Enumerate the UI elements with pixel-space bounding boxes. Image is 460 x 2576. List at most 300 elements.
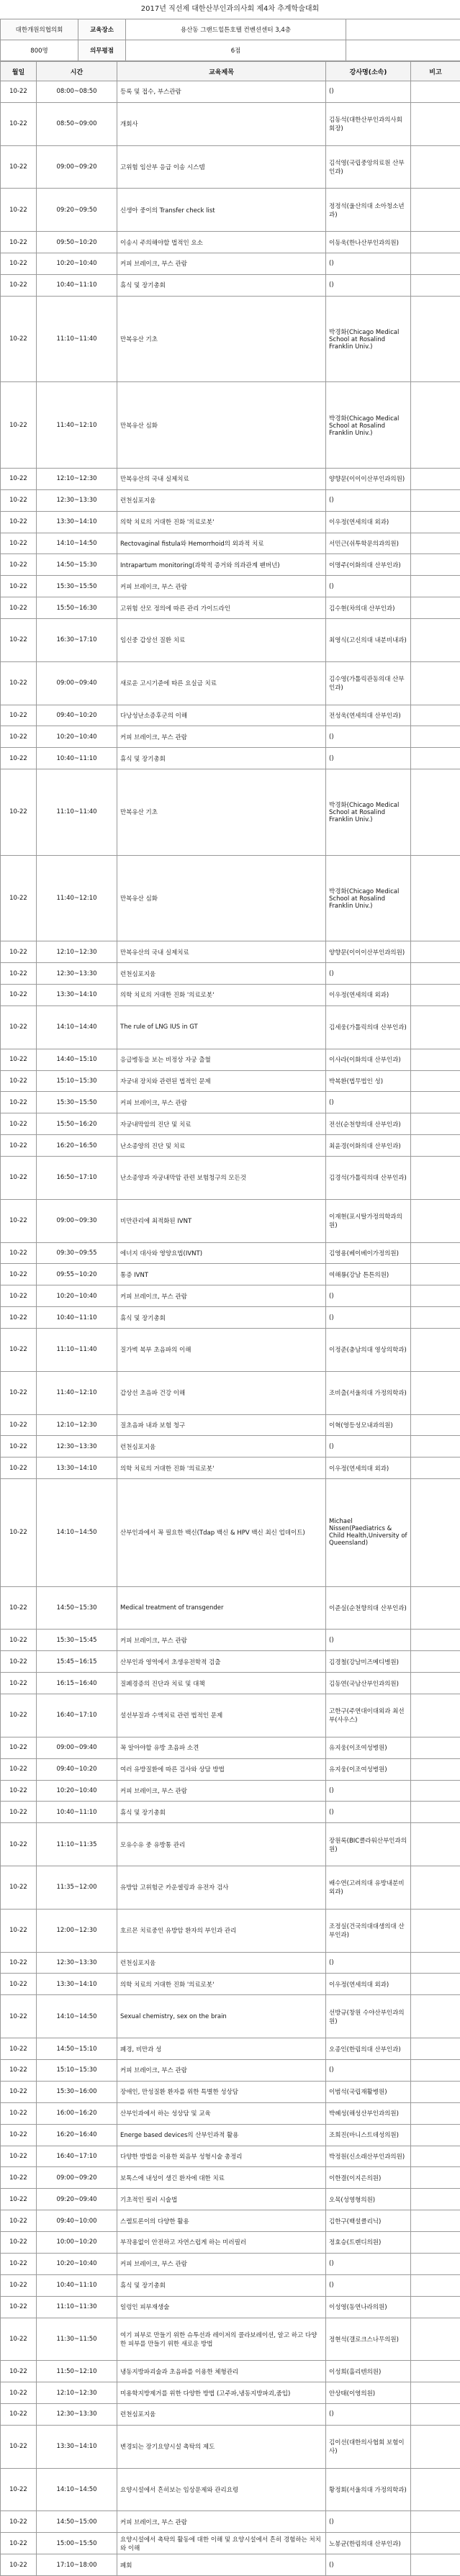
row-remark	[411, 855, 460, 941]
row-time: 09:00~09:20	[37, 145, 117, 189]
row-date: 10-22	[1, 554, 37, 576]
info-table	[0, 19, 460, 61]
row-date: 10-22	[1, 2382, 37, 2404]
row-remark	[411, 2060, 460, 2082]
row-title: 런천심포지움	[117, 2404, 326, 2426]
row-remark	[411, 2102, 460, 2124]
row-date: 10-22	[1, 576, 37, 597]
row-date: 10-22	[1, 1866, 37, 1910]
row-time: 11:40~12:10	[37, 382, 117, 469]
row-lecturer: ()	[326, 2511, 411, 2533]
row-remark	[411, 1135, 460, 1157]
org-name: 대한개원의협의회	[1, 19, 78, 40]
row-time: 11:40~12:10	[37, 1371, 117, 1414]
table-row	[1, 1952, 460, 1974]
row-time: 09:00~09:20	[37, 2167, 117, 2189]
row-date: 10-22	[1, 145, 37, 189]
row-title: 다양한 방법을 이용한 외음부 성형시술 총정리	[117, 2146, 326, 2167]
row-lecturer: 이혁(영등성모내과의원)	[326, 1414, 411, 1436]
row-time: 09:40~10:00	[37, 2210, 117, 2232]
row-lecturer: Michael Nissen(Paediatrics & Child Health,University of Queensland)	[326, 1479, 411, 1586]
row-time: 09:30~09:55	[37, 1242, 117, 1264]
row-date: 10-22	[1, 2511, 37, 2533]
row-title: 만복유산 심화	[117, 382, 326, 469]
row-time: 12:30~13:30	[37, 1952, 117, 1974]
row-lecturer: 고한구(주연대이대외과 최선부(사우스)	[326, 1694, 411, 1737]
row-remark	[411, 274, 460, 296]
row-lecturer: ()	[326, 253, 411, 275]
row-date: 10-22	[1, 2425, 37, 2468]
row-date: 10-22	[1, 1070, 37, 1092]
row-lecturer: 박복환(법무법인 성)	[326, 1070, 411, 1092]
row-remark	[411, 1049, 460, 1070]
row-remark	[411, 1199, 460, 1242]
row-time: 08:50~09:00	[37, 102, 117, 145]
row-time: 15:30~16:00	[37, 2081, 117, 2102]
row-remark	[411, 511, 460, 533]
row-title: 커피 브레이크, 부스 관람	[117, 2253, 326, 2274]
row-date: 10-22	[1, 274, 37, 296]
row-lecturer: 장원록(BIC클라워산부인과의원)	[326, 1823, 411, 1866]
row-lecturer: 이우정(연세의대 외과)	[326, 1458, 411, 1479]
table-row	[1, 576, 460, 597]
header-row	[1, 62, 460, 81]
table-row	[1, 1242, 460, 1264]
row-time: 09:55~10:20	[37, 1264, 117, 1285]
row-lecturer: 전성욱(연세의대 산부인과)	[326, 705, 411, 726]
row-title: Sexual chemistry, sex on the brain	[117, 1995, 326, 2038]
row-title: 만복유산 심화	[117, 855, 326, 941]
table-row	[1, 855, 460, 941]
row-remark	[411, 1092, 460, 1113]
table-row	[1, 769, 460, 856]
row-lecturer: 김수현(차의대 산부인과)	[326, 597, 411, 619]
row-remark	[411, 2468, 460, 2511]
row-lecturer: ()	[326, 1780, 411, 1802]
row-remark	[411, 2533, 460, 2554]
row-title: 의학 치료의 거대한 진화 '의료로봇'	[117, 511, 326, 533]
row-lecturer: ()	[326, 489, 411, 511]
row-date: 10-22	[1, 2081, 37, 2102]
row-date: 10-22	[1, 1264, 37, 1285]
row-date: 10-22	[1, 2253, 37, 2274]
row-date: 10-22	[1, 2124, 37, 2146]
row-remark	[411, 576, 460, 597]
row-time: 14:50~15:10	[37, 2038, 117, 2060]
row-time: 12:10~12:30	[37, 2382, 117, 2404]
row-remark	[411, 597, 460, 619]
row-lecturer: 이한결(이지은의원)	[326, 2167, 411, 2189]
row-lecturer: 김동연(국남산부인과의원)	[326, 1673, 411, 1694]
row-time: 15:10~15:30	[37, 2060, 117, 2082]
row-time: 12:10~12:30	[37, 1414, 117, 1436]
row-lecturer: ()	[326, 1630, 411, 1651]
row-remark	[411, 1479, 460, 1586]
row-time: 12:30~13:30	[37, 1436, 117, 1458]
row-time: 13:30~14:10	[37, 1974, 117, 1995]
row-remark	[411, 1157, 460, 1200]
row-lecturer: 전선(순천향의대 산부인과)	[326, 1113, 411, 1135]
row-time: 16:15~16:40	[37, 1673, 117, 1694]
row-title: Medical treatment of transgender	[117, 1586, 326, 1630]
row-title: 만복유산의 국내 실제치료	[117, 468, 326, 489]
points-value: 6점	[126, 40, 346, 61]
row-title: 커피 브레이크, 부스 관람	[117, 2060, 326, 2082]
row-date: 10-22	[1, 102, 37, 145]
row-remark	[411, 382, 460, 469]
row-title: 만복유산 기초	[117, 296, 326, 382]
row-time: 14:10~14:50	[37, 533, 117, 554]
row-title: 런천심포지움	[117, 1436, 326, 1458]
table-row	[1, 1005, 460, 1049]
row-date: 10-22	[1, 1049, 37, 1070]
row-title: The rule of LNG IUS in GT	[117, 1005, 326, 1049]
row-title: 미용학지방제거를 위한 다양한 방법 (고주파,냉동지방파괴,줌입)	[117, 2382, 326, 2404]
row-time: 11:40~12:10	[37, 855, 117, 941]
table-row	[1, 1802, 460, 1823]
table-row	[1, 2060, 460, 2082]
row-title: 의학 치료의 거대한 진화 '의료로봇'	[117, 985, 326, 1006]
row-lecturer: ()	[326, 1307, 411, 1329]
table-row	[1, 489, 460, 511]
row-title: 런천심포지움	[117, 1952, 326, 1974]
row-lecturer: 조비출(서울의대 가정의학과)	[326, 1371, 411, 1414]
row-time: 10:20~10:40	[37, 726, 117, 748]
row-lecturer: ()	[326, 2060, 411, 2082]
row-time: 10:40~11:10	[37, 2274, 117, 2296]
row-remark	[411, 619, 460, 662]
row-remark	[411, 2189, 460, 2210]
row-title: 설선부질과 수액치료 관련 법적인 문제	[117, 1694, 326, 1737]
row-remark	[411, 2361, 460, 2382]
row-time: 13:30~14:10	[37, 2425, 117, 2468]
row-remark	[411, 1866, 460, 1910]
row-lecturer: 박혜성(해성산부인과의원)	[326, 2102, 411, 2124]
row-remark	[411, 2382, 460, 2404]
row-title: 신생아 중이의 Transfer check list	[117, 189, 326, 232]
row-title: 산부인과 영역에서 초생유전학적 검출	[117, 1651, 326, 1673]
row-time: 11:30~11:50	[37, 2318, 117, 2361]
table-row	[1, 274, 460, 296]
row-title: 자궁내막암의 진단 및 치료	[117, 1113, 326, 1135]
table-row	[1, 2425, 460, 2468]
table-row	[1, 1070, 460, 1092]
row-lecturer: 박경화(Chicago Medical School at Rosalind Franklin Univ.)	[326, 769, 411, 856]
table-row	[1, 2102, 460, 2124]
row-remark	[411, 1458, 460, 1479]
row-remark	[411, 985, 460, 1006]
row-time: 14:40~15:10	[37, 1049, 117, 1070]
row-remark	[411, 2253, 460, 2274]
row-remark	[411, 941, 460, 963]
row-lecturer: 노봉균(한림의대 산부인과)	[326, 2533, 411, 2554]
row-remark	[411, 2511, 460, 2533]
row-time: 14:10~14:40	[37, 1005, 117, 1049]
row-remark	[411, 1242, 460, 1264]
table-row	[1, 1092, 460, 1113]
table-row	[1, 102, 460, 145]
table-row	[1, 1479, 460, 1586]
row-date: 10-22	[1, 726, 37, 748]
row-time: 09:20~09:50	[37, 189, 117, 232]
row-date: 10-22	[1, 1694, 37, 1737]
table-row	[1, 1264, 460, 1285]
row-remark	[411, 2296, 460, 2318]
row-time: 11:10~11:40	[37, 769, 117, 856]
row-date: 10-22	[1, 1458, 37, 1479]
table-row	[1, 2511, 460, 2533]
place-value: 용산동 그랜드힐튼호텔 컨벤션센터 3,4층	[126, 19, 346, 40]
row-remark	[411, 253, 460, 275]
row-time: 14:10~14:50	[37, 2468, 117, 2511]
row-time: 12:10~12:30	[37, 468, 117, 489]
row-title: 호르몬 치료중인 유방암 환자의 부인과 관리	[117, 1909, 326, 1952]
row-lecturer: 정정석(울산의대 소아청소년과)	[326, 189, 411, 232]
row-lecturer: 김동석(대한산부인과의사회 회장)	[326, 102, 411, 145]
row-title: 난소종양의 진단 및 치료	[117, 1135, 326, 1157]
row-time: 13:30~14:10	[37, 985, 117, 1006]
table-row	[1, 1995, 460, 2038]
row-title: 냉동지방파괴술과 초음파를 이용한 체형관리	[117, 2361, 326, 2382]
row-remark	[411, 1414, 460, 1436]
row-time: 15:30~15:50	[37, 576, 117, 597]
row-remark	[411, 661, 460, 705]
row-remark	[411, 489, 460, 511]
points-label: 의무평점	[78, 40, 126, 61]
row-date: 10-22	[1, 1005, 37, 1049]
row-remark	[411, 1436, 460, 1458]
table-row	[1, 2274, 460, 2296]
row-date: 10-22	[1, 769, 37, 856]
row-title: 요양시설에서 촉탁의 활동에 대한 이해 및 요양시설에서 흔히 경험하는 처치와 이해	[117, 2533, 326, 2554]
table-row	[1, 232, 460, 253]
row-title: 요양시설에서 흔히보는 임상문제와 관리요령	[117, 2468, 326, 2511]
row-title: 부작용없이 안전하고 자연스럽게 하는 미러필러	[117, 2232, 326, 2254]
row-title: 폐경, 비만과 성	[117, 2038, 326, 2060]
row-title: Energe based devices의 산부인과적 활용	[117, 2124, 326, 2146]
table-row	[1, 1307, 460, 1329]
row-date: 10-22	[1, 1414, 37, 1436]
row-title: Intrapartum monitoring(과학적 증거와 의과관계 팬버넌)	[117, 554, 326, 576]
table-row	[1, 2038, 460, 2060]
row-remark	[411, 232, 460, 253]
row-date: 10-22	[1, 748, 37, 769]
row-lecturer: ()	[326, 2253, 411, 2274]
row-date: 10-22	[1, 1329, 37, 1372]
table-row	[1, 1866, 460, 1910]
row-remark	[411, 2404, 460, 2426]
row-title: 런천심포지움	[117, 489, 326, 511]
row-date: 10-22	[1, 382, 37, 469]
row-time: 15:50~16:20	[37, 1113, 117, 1135]
row-lecturer: 이우정(연세의대 외과)	[326, 511, 411, 533]
row-remark	[411, 1113, 460, 1135]
header-time: 시간	[37, 62, 117, 81]
row-title: 보톡스에 내성이 생긴 환자에 대한 치료	[117, 2167, 326, 2189]
row-title: 다낭성난소증후군의 이해	[117, 705, 326, 726]
table-row	[1, 1436, 460, 1458]
row-lecturer: 이성영(동연나라의원)	[326, 2296, 411, 2318]
row-time: 10:40~11:10	[37, 1307, 117, 1329]
row-lecturer: 이명주(이화의대 산부인과)	[326, 554, 411, 576]
row-remark	[411, 2232, 460, 2254]
table-row	[1, 1974, 460, 1995]
row-date: 10-22	[1, 189, 37, 232]
row-time: 16:40~17:10	[37, 1694, 117, 1737]
row-remark	[411, 189, 460, 232]
row-lecturer: 선방규(창원 수야산부인과의원)	[326, 1995, 411, 2038]
row-date: 10-22	[1, 81, 37, 103]
row-title: 변경되는 장기요양시설 촉탁의 제도	[117, 2425, 326, 2468]
row-time: 10:40~11:10	[37, 1802, 117, 1823]
row-title: 비만관리에 최적화된 IVNT	[117, 1199, 326, 1242]
table-row	[1, 1329, 460, 1372]
row-title: 질가벽 복부 초음파의 이해	[117, 1329, 326, 1372]
row-lecturer: 안상태(이영의원)	[326, 2382, 411, 2404]
row-time: 14:10~14:50	[37, 1995, 117, 2038]
row-lecturer: ()	[326, 2274, 411, 2296]
row-date: 10-22	[1, 1909, 37, 1952]
row-date: 10-22	[1, 1780, 37, 1802]
table-row	[1, 253, 460, 275]
row-title: Rectovaginal fistula와 Hemorrhoid의 외과적 치료	[117, 533, 326, 554]
row-remark	[411, 2274, 460, 2296]
table-row	[1, 1694, 460, 1737]
row-remark	[411, 2554, 460, 2576]
row-title: 커피 브레이크, 부스 관람	[117, 1092, 326, 1113]
row-date: 10-22	[1, 985, 37, 1006]
row-lecturer: 이사라(이화의대 산부인과)	[326, 1049, 411, 1070]
table-row	[1, 1458, 460, 1479]
row-time: 10:20~10:40	[37, 2253, 117, 2274]
table-row	[1, 1673, 460, 1694]
row-lecturer: 이우정(연세의대 외과)	[326, 985, 411, 1006]
row-title: 질초음파 내과 보험 청구	[117, 1414, 326, 1436]
row-title: 에너지 대사와 영양요법(IVNT)	[117, 1242, 326, 1264]
row-time: 16:40~17:10	[37, 2146, 117, 2167]
place-label: 교육장소	[78, 19, 126, 40]
row-date: 10-22	[1, 2404, 37, 2426]
row-time: 12:30~13:30	[37, 489, 117, 511]
row-title: 커피 브레이크, 부스 관람	[117, 1780, 326, 1802]
row-time: 12:10~12:30	[37, 941, 117, 963]
row-lecturer: 이성희(흘리텐의원)	[326, 2361, 411, 2382]
row-title: 산부인과에서 하는 성상담 및 교육	[117, 2102, 326, 2124]
table-row	[1, 1823, 460, 1866]
table-row	[1, 2554, 460, 2576]
row-remark	[411, 145, 460, 189]
row-remark	[411, 748, 460, 769]
row-time: 13:30~14:10	[37, 511, 117, 533]
row-lecturer: 최윤경(이화의대 산부인과)	[326, 1135, 411, 1157]
row-remark	[411, 554, 460, 576]
header-title: 교육제목	[117, 62, 326, 81]
row-date: 10-22	[1, 1157, 37, 1200]
row-date: 10-22	[1, 2361, 37, 2382]
row-date: 10-22	[1, 1199, 37, 1242]
row-lecturer: ()	[326, 2554, 411, 2576]
row-remark	[411, 1264, 460, 1285]
row-lecturer: 김세웅(가톨릭의대 산부인과)	[326, 1005, 411, 1049]
header-remark: 비고	[411, 62, 460, 81]
header-date: 월일	[1, 62, 37, 81]
row-date: 10-22	[1, 1802, 37, 1823]
row-lecturer: 이범석(국립재활병원)	[326, 2081, 411, 2102]
row-title: 고위험 산모 정의에 따른 관리 가이드라인	[117, 597, 326, 619]
row-lecturer: 정현석(갤로크스나무의원)	[326, 2318, 411, 2361]
row-time: 11:50~12:10	[37, 2361, 117, 2382]
row-lecturer: ()	[326, 1952, 411, 1974]
row-lecturer: 박경화(Chicago Medical School at Rosalind Franklin Univ.)	[326, 382, 411, 469]
row-date: 10-22	[1, 2167, 37, 2189]
row-time: 10:20~10:40	[37, 253, 117, 275]
header-lecturer: 강사명(소속)	[326, 62, 411, 81]
row-remark	[411, 1802, 460, 1823]
row-title: 산부인과에서 꼭 필요한 백신(Tdap 백신 & HPV 백신 최신 업데이트)	[117, 1479, 326, 1586]
table-row	[1, 2146, 460, 2167]
row-lecturer: 이동욱(한나산부인과의원)	[326, 232, 411, 253]
row-lecturer: 여해룡(강남 튼튼의원)	[326, 1264, 411, 1285]
row-time: 12:30~13:30	[37, 2404, 117, 2426]
row-remark	[411, 1070, 460, 1092]
row-date: 10-22	[1, 468, 37, 489]
table-row	[1, 382, 460, 469]
row-date: 10-22	[1, 2468, 37, 2511]
table-row	[1, 2253, 460, 2274]
row-lecturer: ()	[326, 2404, 411, 2426]
row-title: 일렁인 피부재생술	[117, 2296, 326, 2318]
row-title: 커피 브레이크, 부스 관람	[117, 576, 326, 597]
row-remark	[411, 2167, 460, 2189]
row-lecturer: ()	[326, 274, 411, 296]
row-date: 10-22	[1, 1737, 37, 1758]
row-lecturer: 이준실(순천향의대 산부인과)	[326, 1586, 411, 1630]
row-date: 10-22	[1, 1823, 37, 1866]
row-date: 10-22	[1, 1586, 37, 1630]
row-remark	[411, 1974, 460, 1995]
row-lecturer: 김수영(가톨릭관동의대 산부인과)	[326, 661, 411, 705]
row-time: 14:50~15:30	[37, 1586, 117, 1630]
row-title: 꼭 알아야할 유방 초음파 소견	[117, 1737, 326, 1758]
table-row	[1, 1113, 460, 1135]
count-value: 800명	[1, 40, 78, 61]
row-lecturer: 유지웅(이조여성병원)	[326, 1737, 411, 1758]
row-title: 폐회	[117, 2554, 326, 2576]
table-row	[1, 533, 460, 554]
row-lecturer: 김석영(국립중앙의료원 산부인과)	[326, 145, 411, 189]
row-title: 만복유산의 국내 실제치료	[117, 941, 326, 963]
row-title: 여러 유방질환에 따른 검사와 상담 방법	[117, 1758, 326, 1780]
table-row	[1, 1157, 460, 1200]
row-remark	[411, 1823, 460, 1866]
row-lecturer: 최영식(고신의대 내분비내과)	[326, 619, 411, 662]
table-row	[1, 597, 460, 619]
row-date: 10-22	[1, 619, 37, 662]
row-title: 커피 브레이크, 부스 관람	[117, 2511, 326, 2533]
row-lecturer: 김경철(강남미즈메디병원)	[326, 1651, 411, 1673]
table-row	[1, 1586, 460, 1630]
row-time: 10:00~10:20	[37, 2232, 117, 2254]
table-row	[1, 2124, 460, 2146]
row-date: 10-22	[1, 1974, 37, 1995]
row-date: 10-22	[1, 1092, 37, 1113]
row-title: 등록 및 접수, 부스관람	[117, 81, 326, 103]
row-date: 10-22	[1, 941, 37, 963]
row-time: 15:00~15:50	[37, 2533, 117, 2554]
table-row	[1, 661, 460, 705]
table-row	[1, 963, 460, 985]
row-time: 16:50~17:10	[37, 1157, 117, 1200]
